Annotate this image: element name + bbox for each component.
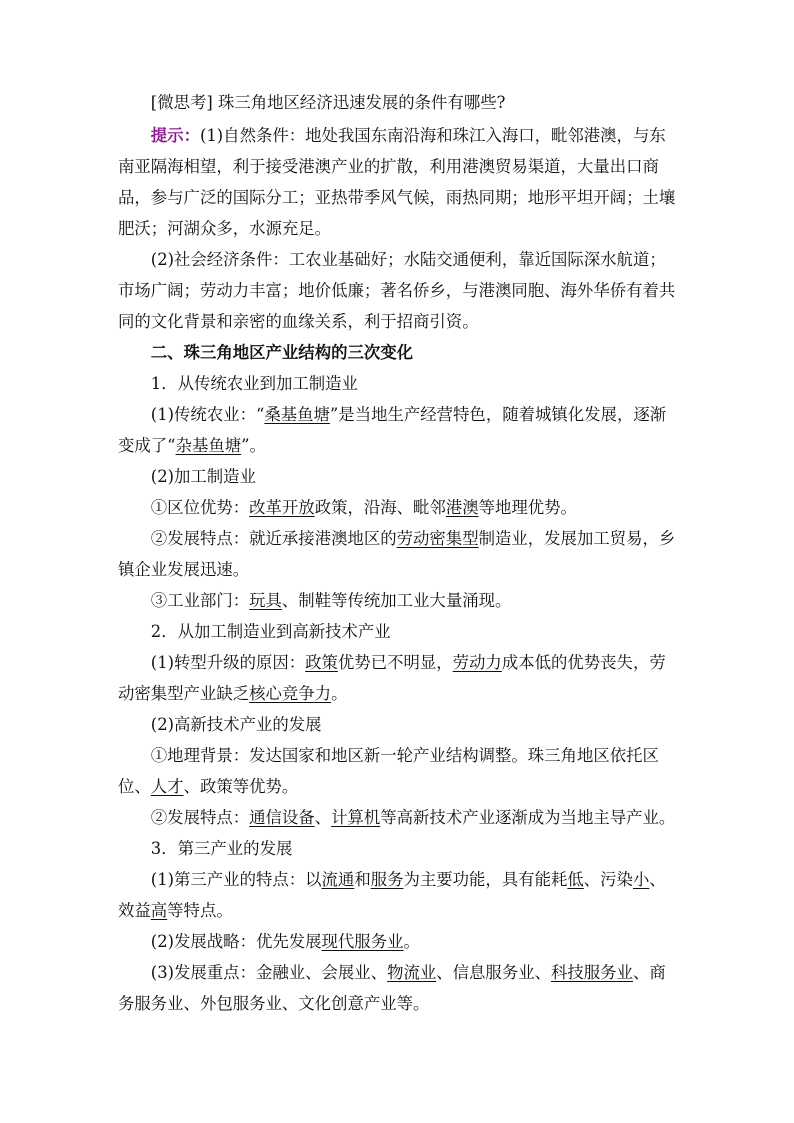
- part2-development-features: ②发展特点：通信设备、计算机等高新技术产业逐渐成为当地主导产业。: [150, 808, 676, 827]
- part3-title: 3．第三产业的发展: [150, 839, 293, 858]
- part2-title: 2．从加工制造业到高新技术产业: [150, 622, 391, 641]
- part3-key-areas: (3)发展重点：金融业、会展业、物流业、信息服务业、科技服务业、商务服务业、外包服务业、文化创意产业等。: [118, 963, 666, 1013]
- think-question: [118, 87, 680, 118]
- question-tag: [微思考]: [150, 93, 213, 112]
- part2-upgrade-reasons: (1)转型升级的原因：政策优势已不明显，劳动力成本低的优势丧失，劳动密集型产业缺乏核心竞争力。: [118, 653, 666, 703]
- part1-processing-title: (2)加工制造业: [150, 467, 256, 486]
- hint-label: 提示：: [150, 126, 200, 145]
- part1-development-features: ②发展特点：就近承接港澳地区的劳动密集型制造业，发展加工贸易，乡镇企业发展迅速。: [118, 529, 676, 579]
- section-heading: 二、珠三角地区产业结构的三次变化: [150, 343, 414, 362]
- part3-tertiary-features: (1)第三产业的特点：以流通和服务为主要功能，具有能耗低、污染小、效益高等特点。: [118, 870, 666, 920]
- part1-title: 1．从传统农业到加工制造业: [150, 374, 358, 393]
- part3-strategy: (2)发展战略：优先发展现代服务业。: [150, 932, 420, 951]
- answer-para-natural: [118, 120, 680, 244]
- part2-hightech-title: (2)高新技术产业的发展: [150, 715, 322, 734]
- document-content: [118, 87, 680, 1019]
- part1-location-advantage: ①区位优势：改革开放政策，沿海、毗邻港澳等地理优势。: [150, 498, 577, 517]
- answer-para-social: (2)社会经济条件：工农业基础好；水陆交通便利，靠近国际深水航道；市场广阔；劳动力丰富；地价低廉；著名侨乡，与港澳同胞、海外华侨有着共同的文化背景和亲密的血缘关系，利于招商引资。: [118, 250, 676, 331]
- question-text: 珠三角地区经济迅速发展的条件有哪些?: [217, 93, 506, 112]
- answer-natural-text: (1)自然条件：地处我国东南沿海和珠江入海口，毗邻港澳，与东南亚隔海相望，利于接受港澳产业的扩散，利用港澳贸易渠道，大量出口商品，参与广泛的国际分工；亚热带季风气候，雨热同期；地形平坦开阔；土壤肥沃；河湖众多，水源充足。: [118, 126, 676, 238]
- part1-traditional-agriculture: (1)传统农业：“桑基鱼塘”是当地生产经营特色，随着城镇化发展，逐渐变成了“杂基鱼塘”。: [118, 405, 667, 455]
- part1-industry-sectors: ③工业部门：玩具、制鞋等传统加工业大量涌现。: [150, 591, 512, 610]
- part2-geographic-background: ①地理背景：发达国家和地区新一轮产业结构调整。珠三角地区依托区位、人才、政策等优势。: [118, 746, 659, 796]
